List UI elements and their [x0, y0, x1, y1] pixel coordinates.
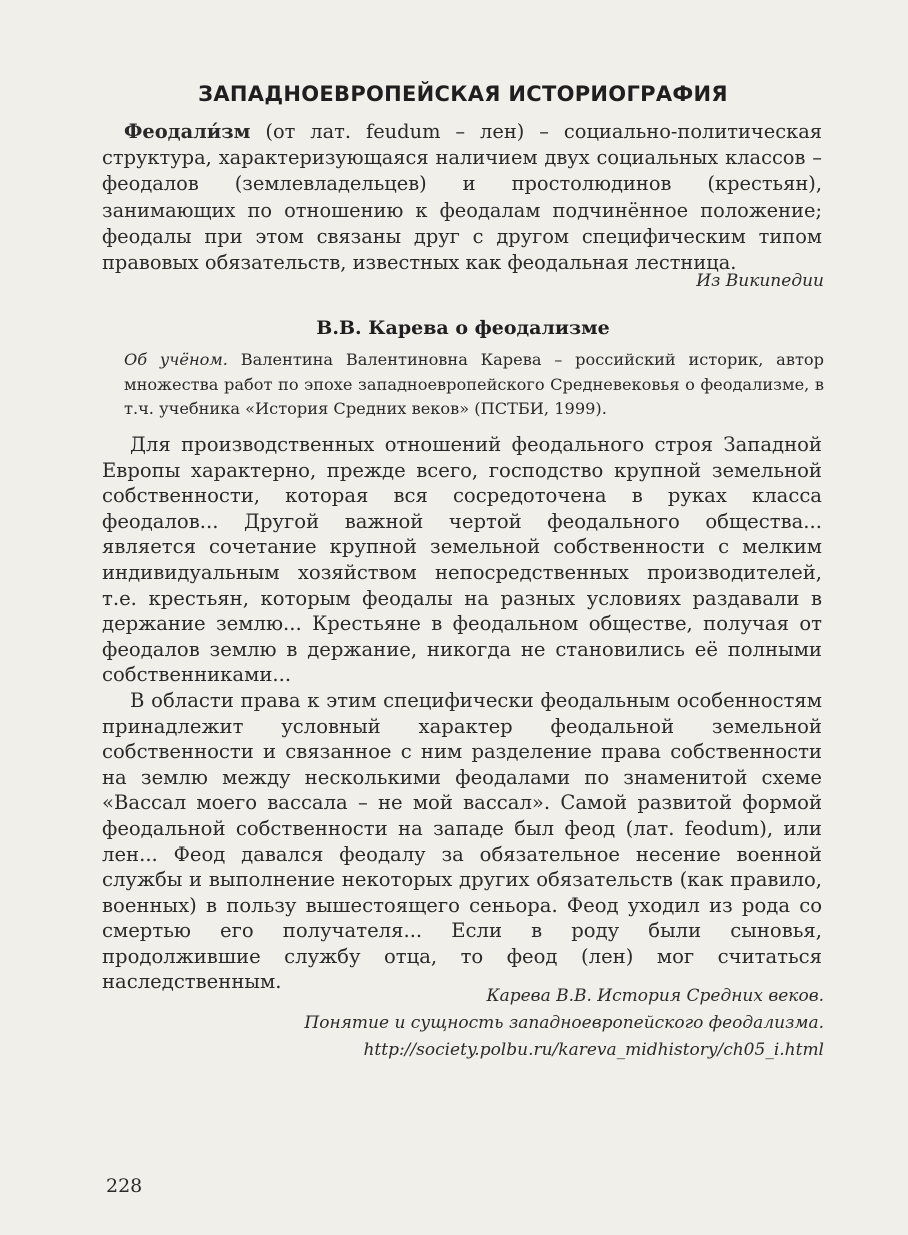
- definition-source: Из Википедии: [696, 271, 824, 291]
- quote-paragraph-1: Для производственных отношений феодального строя Западной Европы характерно, прежде всего, господство крупной земельной собственности, которая вся сосредоточена в руках класса феодалов... Другой важной чертой феодального общества... является сочетание крупной земельной собственности с мелким индивидуальным хозяйством непосредственных производителей, т.е. крестьян, которым феодалы на разных условиях раздавали в держание землю... Крестьяне в феодальном обществе, получая от феодалов землю в держание, никогда не становились её полными собственниками...: [102, 433, 822, 687]
- source-citation: [224, 983, 824, 1064]
- citation-chapter: Понятие и сущность западноевропейского феодализма.: [304, 1013, 824, 1033]
- about-label: Об учёном.: [124, 350, 228, 369]
- subsection-title: В.В. Карева о феодализме: [316, 317, 610, 339]
- definition-term: Феодали́зм: [124, 120, 251, 143]
- citation-url: http://society.polbu.ru/kareva_midhistory/ch05_i.html: [363, 1040, 824, 1060]
- quote-paragraph-2: В области права к этим специфически феодальным особенностям принадлежит условный характер феодальной земельной собственности и связанное с ним разделение права собственности на землю между несколькими феодалами по знаменитой схеме «Вассал моего вассала – не мой вассал». Самой развитой формой феодальной собственности на западе был феод (лат. feodum), или лен... Феод давался феодалу за обязательное несение военной службы и выполнение некоторых других обязательств (как правило, военных) в пользу вышестоящего сеньора. Феод уходил из рода со смертью его получателя... Если в роду были сыновья, продолжившие службу отца, то феод (лен) мог считаться наследственным.: [102, 688, 822, 994]
- definition-text: (от лат. feudum – лен) – социально-политическая структура, характеризующаяся наличием двух социальных классов – феодалов (землевладельцев) и простолюдинов (крестьян), занимающих по отношению к феодалам подчинённое положение; феодалы при этом связаны друг с другом специфическим типом правовых обязательств, известных как феодальная лестница.: [102, 120, 822, 275]
- section-title: ЗАПАДНОЕВРОПЕЙСКАЯ ИСТОРИОГРАФИЯ: [198, 82, 728, 106]
- quoted-text: [102, 432, 822, 995]
- book-page: [102, 0, 824, 1235]
- definition-paragraph: [102, 119, 822, 276]
- about-author: [124, 348, 824, 422]
- citation-author-title: Карева В.В. История Средних веков.: [486, 986, 824, 1006]
- page-number: 228: [106, 1175, 143, 1197]
- about-text: Валентина Валентиновна Карева – российский историк, автор множества работ по эпохе западноевропейского Средневековья о феодализме, в т.ч. учебника «История Средних веков» (ПСТБИ, 1999).: [124, 350, 825, 418]
